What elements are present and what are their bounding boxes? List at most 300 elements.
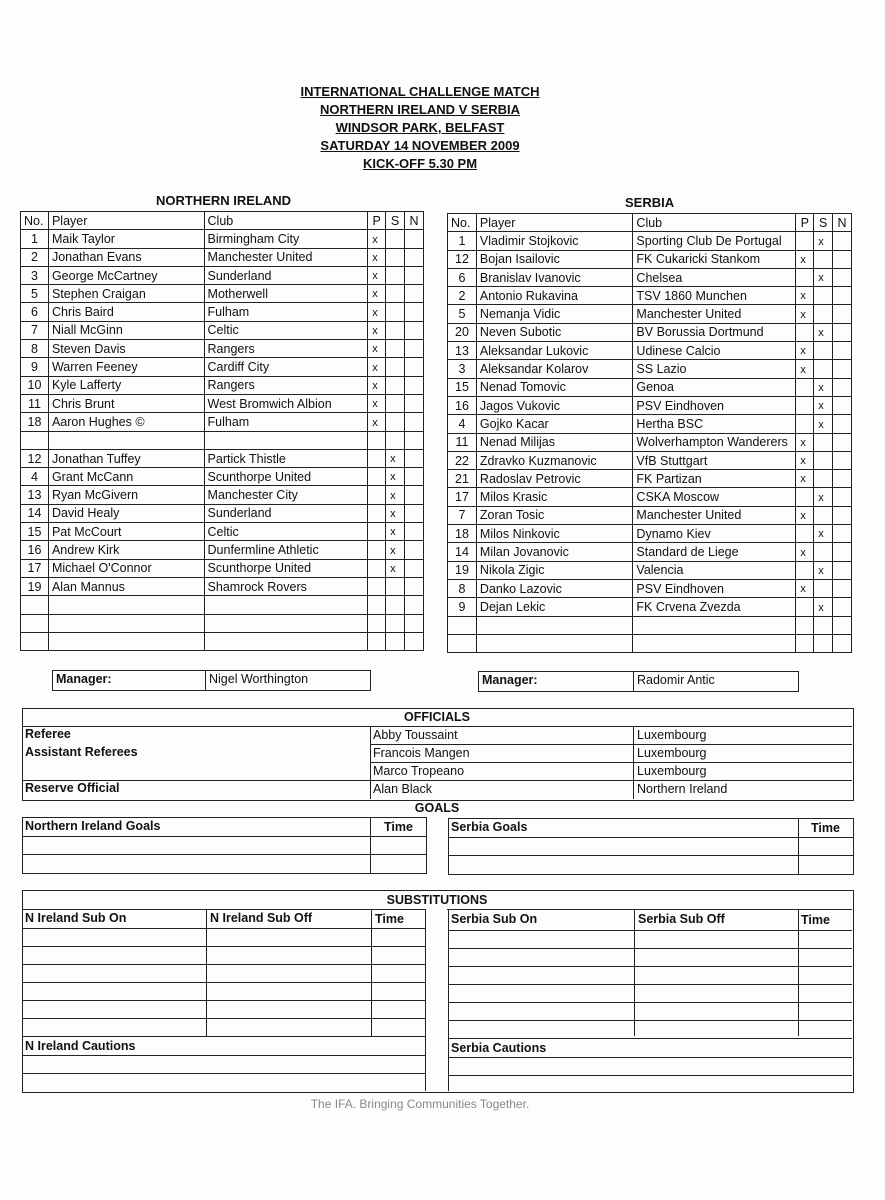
sub-mark: x	[814, 415, 833, 433]
col-no: No.	[448, 214, 477, 232]
sub-mark	[386, 376, 405, 394]
played-mark: x	[796, 506, 814, 524]
player-row	[21, 541, 424, 559]
player-club: PSV Eindhoven	[633, 396, 796, 414]
not-used-mark	[833, 543, 852, 561]
serbia-squad-table	[447, 213, 852, 653]
serbia-manager-name: Radomir Antic	[637, 673, 715, 687]
not-used-mark	[833, 415, 852, 433]
not-used-mark	[405, 394, 424, 412]
player-club: Celtic	[204, 321, 368, 339]
sub-mark	[814, 305, 833, 323]
player-club: Rangers	[204, 376, 368, 394]
player-number: 10	[21, 376, 49, 394]
sub-mark: x	[814, 323, 833, 341]
player-club: Wolverhampton Wanderers	[633, 433, 796, 451]
ni-sub-time-label: Time	[375, 912, 404, 926]
player-row	[448, 360, 852, 378]
table-header-row	[448, 214, 852, 232]
played-mark: x	[796, 342, 814, 360]
sub-mark	[814, 543, 833, 561]
sub-mark	[386, 285, 405, 303]
player-name: Ryan McGivern	[48, 486, 204, 504]
player-number	[448, 634, 477, 652]
player-name: Vladimir Stojkovic	[476, 232, 633, 250]
not-used-mark	[405, 413, 424, 431]
player-number: 3	[448, 360, 477, 378]
player-row	[21, 559, 424, 577]
col-player: Player	[48, 212, 204, 230]
player-number: 2	[21, 248, 49, 266]
player-name: Aaron Hughes ©	[48, 413, 204, 431]
player-row	[448, 433, 852, 451]
player-name: Milos Krasic	[476, 488, 633, 506]
player-club: Sporting Club De Portugal	[633, 232, 796, 250]
player-number: 2	[448, 287, 477, 305]
player-name: Aleksandar Lukovic	[476, 342, 633, 360]
player-row	[448, 525, 852, 543]
serbia-manager-label: Manager:	[482, 673, 538, 687]
player-club: Manchester United	[204, 248, 368, 266]
player-club	[204, 632, 368, 650]
col-club: Club	[204, 212, 368, 230]
assistant-referee-1: Francois Mangen	[373, 746, 470, 760]
player-number	[21, 632, 49, 650]
ni-manager-name: Nigel Worthington	[209, 672, 309, 686]
player-name: Andrew Kirk	[48, 541, 204, 559]
played-mark	[796, 378, 814, 396]
played-mark: x	[796, 250, 814, 268]
player-number: 16	[21, 541, 49, 559]
player-club	[633, 616, 796, 634]
reserve-official-country: Northern Ireland	[637, 782, 728, 796]
played-mark	[796, 232, 814, 250]
ni-team-title: NORTHERN IRELAND	[156, 193, 292, 208]
sub-mark	[814, 287, 833, 305]
sub-mark	[814, 506, 833, 524]
sub-mark	[386, 358, 405, 376]
player-row	[448, 396, 852, 414]
player-number: 11	[21, 394, 49, 412]
player-club: Motherwell	[204, 285, 368, 303]
sub-mark	[386, 614, 405, 632]
sub-mark	[386, 248, 405, 266]
player-club: Dynamo Kiev	[633, 525, 796, 543]
not-used-mark	[833, 360, 852, 378]
sub-mark: x	[814, 598, 833, 616]
player-number: 22	[448, 451, 477, 469]
player-row	[21, 394, 424, 412]
reserve-official-label: Reserve Official	[25, 781, 120, 795]
ni-cautions-label: N Ireland Cautions	[25, 1039, 136, 1053]
not-used-mark	[833, 268, 852, 286]
not-used-mark	[405, 449, 424, 467]
played-mark: x	[368, 285, 386, 303]
officials-title: OFFICIALS	[404, 710, 470, 724]
player-name: Nenad Milijas	[476, 433, 633, 451]
player-number: 6	[21, 303, 49, 321]
player-club: Standard de Liege	[633, 543, 796, 561]
not-used-mark	[405, 248, 424, 266]
player-club: Shamrock Rovers	[204, 577, 368, 595]
played-mark: x	[368, 394, 386, 412]
player-name: Branislav Ivanovic	[476, 268, 633, 286]
player-row	[448, 342, 852, 360]
player-club: FK Cukaricki Stankom	[633, 250, 796, 268]
referee-label: Referee	[25, 727, 71, 741]
player-row	[448, 378, 852, 396]
player-row	[21, 614, 424, 632]
serbia-goals-time-label: Time	[811, 821, 840, 835]
player-number: 18	[21, 413, 49, 431]
player-club	[204, 431, 368, 449]
player-number: 20	[448, 323, 477, 341]
player-name: Maik Taylor	[48, 230, 204, 248]
not-used-mark	[405, 321, 424, 339]
player-row	[21, 596, 424, 614]
player-row	[448, 543, 852, 561]
player-name: Zdravko Kuzmanovic	[476, 451, 633, 469]
player-number: 3	[21, 266, 49, 284]
player-row	[21, 358, 424, 376]
venue: WINDSOR PARK, BELFAST	[335, 120, 505, 135]
player-name: Michael O'Connor	[48, 559, 204, 577]
player-name: Warren Feeney	[48, 358, 204, 376]
played-mark	[796, 396, 814, 414]
player-number: 12	[448, 250, 477, 268]
assistant-referee-2: Marco Tropeano	[373, 764, 465, 778]
player-name: Stephen Craigan	[48, 285, 204, 303]
sub-mark	[814, 579, 833, 597]
player-name: Dejan Lekic	[476, 598, 633, 616]
player-name	[48, 614, 204, 632]
not-used-mark	[833, 598, 852, 616]
sub-mark	[386, 321, 405, 339]
player-club: FK Crvena Zvezda	[633, 598, 796, 616]
player-club: Scunthorpe United	[204, 468, 368, 486]
sub-mark	[386, 230, 405, 248]
player-club: Fulham	[204, 413, 368, 431]
player-name: Jagos Vukovic	[476, 396, 633, 414]
player-club: Udinese Calcio	[633, 342, 796, 360]
player-number: 19	[21, 577, 49, 595]
sub-mark: x	[386, 468, 405, 486]
not-used-mark	[833, 396, 852, 414]
player-name: Gojko Kacar	[476, 415, 633, 433]
ni-sub-on-label: N Ireland Sub On	[25, 911, 127, 925]
played-mark: x	[368, 376, 386, 394]
player-name: Zoran Tosic	[476, 506, 633, 524]
player-row	[21, 632, 424, 650]
sub-mark: x	[814, 396, 833, 414]
player-number: 7	[448, 506, 477, 524]
player-number: 18	[448, 525, 477, 543]
sub-mark	[386, 431, 405, 449]
player-name: George McCartney	[48, 266, 204, 284]
player-number: 5	[21, 285, 49, 303]
player-number: 15	[448, 378, 477, 396]
player-row	[21, 230, 424, 248]
sub-mark	[386, 340, 405, 358]
ni-goals-label: Northern Ireland Goals	[25, 819, 161, 833]
player-number: 5	[448, 305, 477, 323]
player-number: 9	[21, 358, 49, 376]
played-mark	[796, 415, 814, 433]
player-club: Cardiff City	[204, 358, 368, 376]
player-name: Niall McGinn	[48, 321, 204, 339]
not-used-mark	[405, 559, 424, 577]
sub-mark	[386, 303, 405, 321]
played-mark	[368, 559, 386, 577]
player-club: SS Lazio	[633, 360, 796, 378]
not-used-mark	[833, 470, 852, 488]
player-number: 6	[448, 268, 477, 286]
played-mark	[796, 561, 814, 579]
player-club: Scunthorpe United	[204, 559, 368, 577]
player-row	[448, 268, 852, 286]
table-header-row	[21, 212, 424, 230]
col-player: Player	[476, 214, 633, 232]
player-name: Jonathan Evans	[48, 248, 204, 266]
player-club: Rangers	[204, 340, 368, 358]
not-used-mark	[405, 340, 424, 358]
substitutions-title: SUBSTITUTIONS	[386, 893, 488, 907]
assistant-referee-1-country: Luxembourg	[637, 746, 707, 760]
not-used-mark	[833, 250, 852, 268]
played-mark: x	[796, 451, 814, 469]
played-mark	[368, 431, 386, 449]
player-row	[21, 486, 424, 504]
player-row	[448, 634, 852, 652]
kick-off-time: KICK-OFF 5.30 PM	[362, 156, 478, 171]
played-mark	[796, 525, 814, 543]
player-row	[448, 305, 852, 323]
played-mark: x	[368, 413, 386, 431]
player-row	[448, 506, 852, 524]
player-club: PSV Eindhoven	[633, 579, 796, 597]
sub-mark: x	[386, 523, 405, 541]
col-p: P	[796, 214, 814, 232]
player-club: FK Partizan	[633, 470, 796, 488]
player-number: 19	[448, 561, 477, 579]
player-number: 15	[21, 523, 49, 541]
player-row	[21, 449, 424, 467]
player-name: Grant McCann	[48, 468, 204, 486]
not-used-mark	[405, 486, 424, 504]
sub-mark	[386, 413, 405, 431]
played-mark	[796, 488, 814, 506]
sub-mark	[386, 394, 405, 412]
sub-mark: x	[386, 486, 405, 504]
player-row	[21, 321, 424, 339]
played-mark	[368, 632, 386, 650]
not-used-mark	[405, 431, 424, 449]
not-used-mark	[833, 561, 852, 579]
match-title: INTERNATIONAL CHALLENGE MATCH	[300, 84, 540, 99]
referee-name: Abby Toussaint	[373, 728, 458, 742]
player-number: 12	[21, 449, 49, 467]
played-mark	[796, 616, 814, 634]
player-club: Celtic	[204, 523, 368, 541]
sub-mark	[814, 250, 833, 268]
played-mark: x	[368, 266, 386, 284]
sub-mark: x	[386, 449, 405, 467]
ni-squad-table	[20, 211, 424, 651]
player-row	[21, 468, 424, 486]
sub-mark	[386, 577, 405, 595]
played-mark	[796, 268, 814, 286]
played-mark	[368, 614, 386, 632]
player-club: Hertha BSC	[633, 415, 796, 433]
not-used-mark	[833, 506, 852, 524]
goals-title: GOALS	[414, 801, 460, 815]
played-mark: x	[796, 433, 814, 451]
not-used-mark	[405, 303, 424, 321]
player-name: Chris Brunt	[48, 394, 204, 412]
not-used-mark	[833, 488, 852, 506]
player-club: TSV 1860 Munchen	[633, 287, 796, 305]
player-row	[448, 598, 852, 616]
player-number: 14	[21, 504, 49, 522]
player-number: 14	[448, 543, 477, 561]
player-row	[21, 504, 424, 522]
played-mark	[368, 596, 386, 614]
player-club	[204, 596, 368, 614]
player-name: Radoslav Petrovic	[476, 470, 633, 488]
sub-mark	[386, 632, 405, 650]
not-used-mark	[833, 232, 852, 250]
player-number	[21, 431, 49, 449]
sub-mark	[386, 266, 405, 284]
player-number: 13	[21, 486, 49, 504]
referee-country: Luxembourg	[637, 728, 707, 742]
played-mark	[368, 541, 386, 559]
played-mark	[368, 486, 386, 504]
player-number: 9	[448, 598, 477, 616]
player-name: Milan Jovanovic	[476, 543, 633, 561]
player-club: CSKA Moscow	[633, 488, 796, 506]
not-used-mark	[833, 525, 852, 543]
not-used-mark	[833, 378, 852, 396]
player-row	[21, 340, 424, 358]
player-name	[48, 596, 204, 614]
played-mark: x	[368, 303, 386, 321]
player-name: David Healy	[48, 504, 204, 522]
not-used-mark	[405, 632, 424, 650]
not-used-mark	[833, 634, 852, 652]
col-no: No.	[21, 212, 49, 230]
player-number: 8	[448, 579, 477, 597]
player-number	[21, 614, 49, 632]
sub-mark: x	[386, 504, 405, 522]
not-used-mark	[833, 342, 852, 360]
player-name	[476, 634, 633, 652]
not-used-mark	[833, 616, 852, 634]
player-club: Birmingham City	[204, 230, 368, 248]
not-used-mark	[405, 577, 424, 595]
player-name: Nemanja Vidic	[476, 305, 633, 323]
player-number	[448, 616, 477, 634]
sub-mark: x	[386, 541, 405, 559]
player-number: 21	[448, 470, 477, 488]
player-row	[448, 232, 852, 250]
not-used-mark	[405, 504, 424, 522]
col-n: N	[833, 214, 852, 232]
player-number: 11	[448, 433, 477, 451]
sub-mark: x	[814, 378, 833, 396]
played-mark: x	[796, 543, 814, 561]
player-club: Fulham	[204, 303, 368, 321]
not-used-mark	[405, 596, 424, 614]
player-club: Genoa	[633, 378, 796, 396]
player-number	[21, 596, 49, 614]
not-used-mark	[405, 358, 424, 376]
played-mark: x	[796, 579, 814, 597]
serbia-sub-on-label: Serbia Sub On	[451, 912, 538, 926]
player-row	[448, 470, 852, 488]
player-club: West Bromwich Albion	[204, 394, 368, 412]
player-club: Sunderland	[204, 266, 368, 284]
not-used-mark	[405, 541, 424, 559]
sub-mark: x	[814, 232, 833, 250]
player-row	[448, 287, 852, 305]
serbia-goals-label: Serbia Goals	[451, 820, 528, 834]
player-row	[21, 266, 424, 284]
player-club: Dunfermline Athletic	[204, 541, 368, 559]
player-club: Manchester United	[633, 506, 796, 524]
not-used-mark	[405, 614, 424, 632]
played-mark	[796, 634, 814, 652]
player-number: 4	[21, 468, 49, 486]
player-row	[21, 413, 424, 431]
sub-mark	[814, 433, 833, 451]
player-name	[476, 616, 633, 634]
player-name: Nenad Tomovic	[476, 378, 633, 396]
match-date: SATURDAY 14 NOVEMBER 2009	[320, 138, 520, 153]
player-club: BV Borussia Dortmund	[633, 323, 796, 341]
player-name: Danko Lazovic	[476, 579, 633, 597]
player-club	[204, 614, 368, 632]
player-row	[21, 577, 424, 595]
player-row	[21, 248, 424, 266]
not-used-mark	[405, 468, 424, 486]
player-row	[448, 250, 852, 268]
played-mark: x	[368, 230, 386, 248]
ifa-footer-slogan: The IFA. Bringing Communities Together.	[310, 1097, 530, 1111]
player-row	[21, 523, 424, 541]
player-name: Milos Ninkovic	[476, 525, 633, 543]
player-name: Steven Davis	[48, 340, 204, 358]
sub-mark	[814, 616, 833, 634]
player-club: Valencia	[633, 561, 796, 579]
not-used-mark	[833, 451, 852, 469]
sub-mark: x	[814, 268, 833, 286]
player-row	[448, 323, 852, 341]
player-name	[48, 632, 204, 650]
player-name: Antonio Rukavina	[476, 287, 633, 305]
player-row	[448, 451, 852, 469]
played-mark	[368, 468, 386, 486]
player-row	[21, 431, 424, 449]
player-row	[448, 415, 852, 433]
played-mark: x	[368, 358, 386, 376]
sub-mark: x	[814, 561, 833, 579]
played-mark: x	[368, 321, 386, 339]
played-mark	[368, 577, 386, 595]
sub-mark	[814, 470, 833, 488]
player-row	[448, 561, 852, 579]
player-name: Aleksandar Kolarov	[476, 360, 633, 378]
